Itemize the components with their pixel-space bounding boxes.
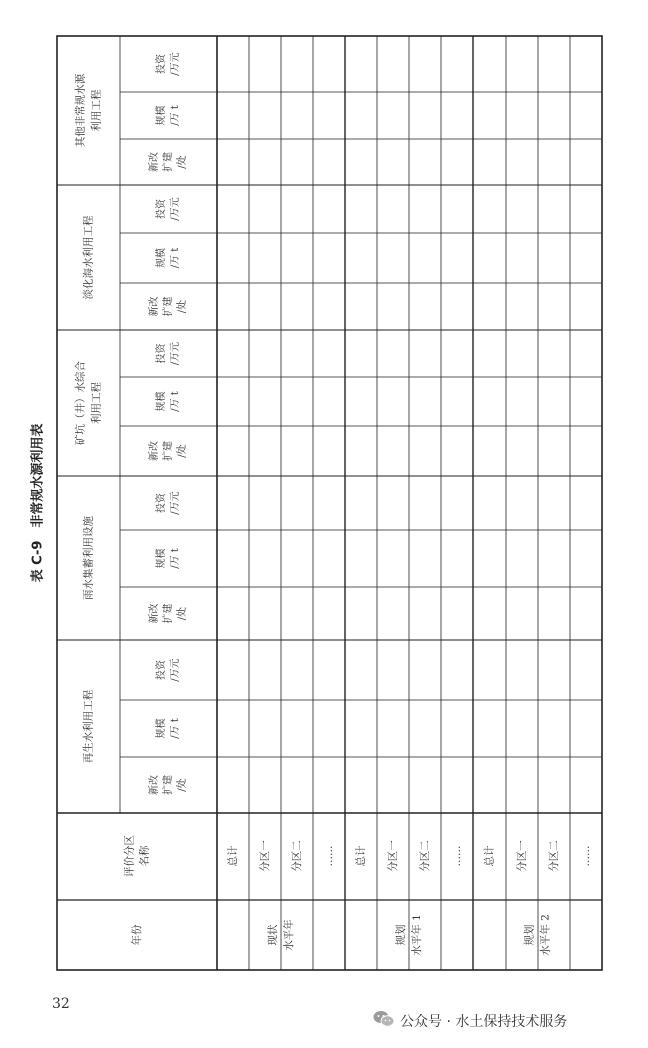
subcol-label [147, 297, 188, 317]
group-label-2 [82, 516, 95, 600]
subcol-label-line: /处 [177, 299, 188, 314]
period-label-1-line: 水平年 [283, 919, 295, 951]
group-label-4 [82, 215, 95, 299]
row-label-line: 总计 [483, 845, 496, 867]
period-label-2-line: 水平年 1 [411, 914, 423, 956]
group-label-1-line: 再生水利用工程 [82, 689, 95, 764]
period-label-1 [266, 919, 295, 951]
subcol-label [147, 152, 188, 172]
row-label [354, 845, 367, 866]
row-label [580, 846, 592, 867]
group-label-3 [74, 361, 103, 445]
row-label [547, 840, 560, 872]
subcol-label-line: /处 [177, 444, 188, 458]
subcol-label-line: /万元 [170, 197, 181, 221]
row-label [290, 840, 303, 872]
row-label-line: 分区二 [291, 840, 303, 872]
subcol-label-line: 扩建 [163, 441, 174, 461]
subcol-label-line: 新改 [149, 603, 160, 624]
group-label-3-line: 利用工程 [90, 382, 103, 424]
group-label-5-line: 其他非常规水源 [74, 73, 87, 148]
group-label-4-line: 淡化海水利用工程 [82, 215, 95, 300]
subcol-label-line: 投资 [156, 54, 167, 74]
subcol-label [147, 441, 188, 461]
group-label-5 [74, 73, 103, 147]
subcol-label-line: 投资 [156, 493, 167, 513]
group-label-5-line: 利用工程 [90, 89, 103, 132]
subcol-label [154, 342, 181, 365]
non-conventional-water-table [57, 36, 602, 970]
row-label-line: …… [323, 845, 335, 867]
row-label-line: …… [580, 845, 592, 867]
zone-header [123, 835, 151, 877]
row-label [483, 845, 496, 866]
subcol-label-line: 规模 [156, 248, 167, 268]
zone-header-line: 名称 [138, 845, 151, 867]
row-label [226, 845, 239, 866]
subcol-label-line: 扩建 [163, 296, 174, 317]
group-label-2-line: 雨水集蓄利用设施 [82, 516, 95, 600]
period-label-3 [523, 914, 552, 956]
watermark-text: 公众号 · 水土保持技术服务 [400, 1014, 568, 1030]
subcol-label-line: /万 t [170, 247, 181, 269]
period-label-3-line: 水平年 2 [539, 914, 552, 956]
subcol-label-line: 新改 [149, 152, 160, 172]
subcol-label [147, 604, 188, 624]
period-label-3-line: 规划 [523, 924, 536, 946]
subcol-label-line: 新改 [149, 296, 160, 317]
subcol-label-line: 规模 [156, 718, 167, 739]
subcol-label-line: /万 t [170, 391, 181, 412]
subcol-label-line: /万元 [170, 491, 181, 515]
row-label-line: 分区一 [387, 840, 399, 872]
subcol-label-line: /处 [177, 778, 188, 792]
subcol-label [154, 718, 181, 739]
wechat-icon [373, 1010, 395, 1028]
group-label-1 [82, 689, 95, 763]
subcol-label [154, 197, 181, 220]
page-number: 32 [52, 996, 70, 1012]
period-label-1-line: 现状 [267, 924, 279, 946]
row-label-line: 分区一 [516, 840, 528, 872]
year-header [130, 924, 143, 945]
subcol-label-line: /万 t [170, 548, 181, 569]
group-label-3-line: 矿坑（井）水综合 [74, 361, 87, 445]
subcol-label-line: /万元 [170, 341, 181, 366]
row-label [323, 846, 335, 867]
row-label-line: 总计 [355, 845, 367, 867]
row-label [386, 840, 399, 872]
zone-header-line: 评价分区 [123, 835, 136, 877]
subcol-label-line: /万元 [170, 658, 181, 682]
subcol-label [154, 105, 181, 126]
subcol-label-line: 规模 [156, 548, 167, 569]
subcol-label-line: 扩建 [163, 603, 174, 624]
subcol-label [154, 548, 181, 569]
subcol-label [154, 248, 181, 269]
table-title [30, 424, 46, 583]
subcol-label [154, 52, 181, 75]
row-label [515, 840, 528, 872]
row-label-line: 分区二 [419, 840, 431, 872]
subcol-label-line: 投资 [156, 343, 167, 364]
subcol-label-line: 新改 [149, 441, 160, 461]
subcol-label-line: 规模 [156, 105, 167, 126]
subcol-label-line: 投资 [156, 199, 167, 219]
row-label [418, 840, 431, 872]
subcol-label-line: 规模 [156, 391, 167, 412]
row-label [258, 840, 271, 872]
subcol-label-line: /万 t [170, 718, 181, 739]
subcol-label [154, 658, 181, 681]
subcol-label-line: /万元 [170, 52, 181, 76]
table-border [57, 36, 602, 970]
row-label-line: …… [451, 845, 463, 867]
table-title-text: 表 C-9 非常规水源利用表 [30, 423, 46, 583]
row-label-line: 总计 [227, 845, 239, 867]
row-label-line: 分区二 [548, 840, 560, 872]
row-label [451, 846, 463, 867]
subcol-label-line: 扩建 [163, 775, 174, 795]
year-header-line: 年份 [131, 924, 143, 946]
subcol-label-line: /处 [177, 606, 188, 621]
subcol-label-line: /万 t [170, 105, 181, 126]
subcol-label [154, 491, 181, 514]
subcol-label-line: 投资 [156, 660, 167, 680]
row-label-line: 分区一 [259, 840, 271, 872]
subcol-label-line: 新改 [149, 775, 160, 795]
subcol-label-line: 扩建 [163, 152, 174, 172]
period-label-2 [394, 914, 423, 956]
subcol-label [154, 391, 181, 412]
subcol-label-line: /处 [177, 155, 188, 169]
period-label-2-line: 规划 [395, 924, 407, 946]
subcol-label [147, 775, 188, 795]
